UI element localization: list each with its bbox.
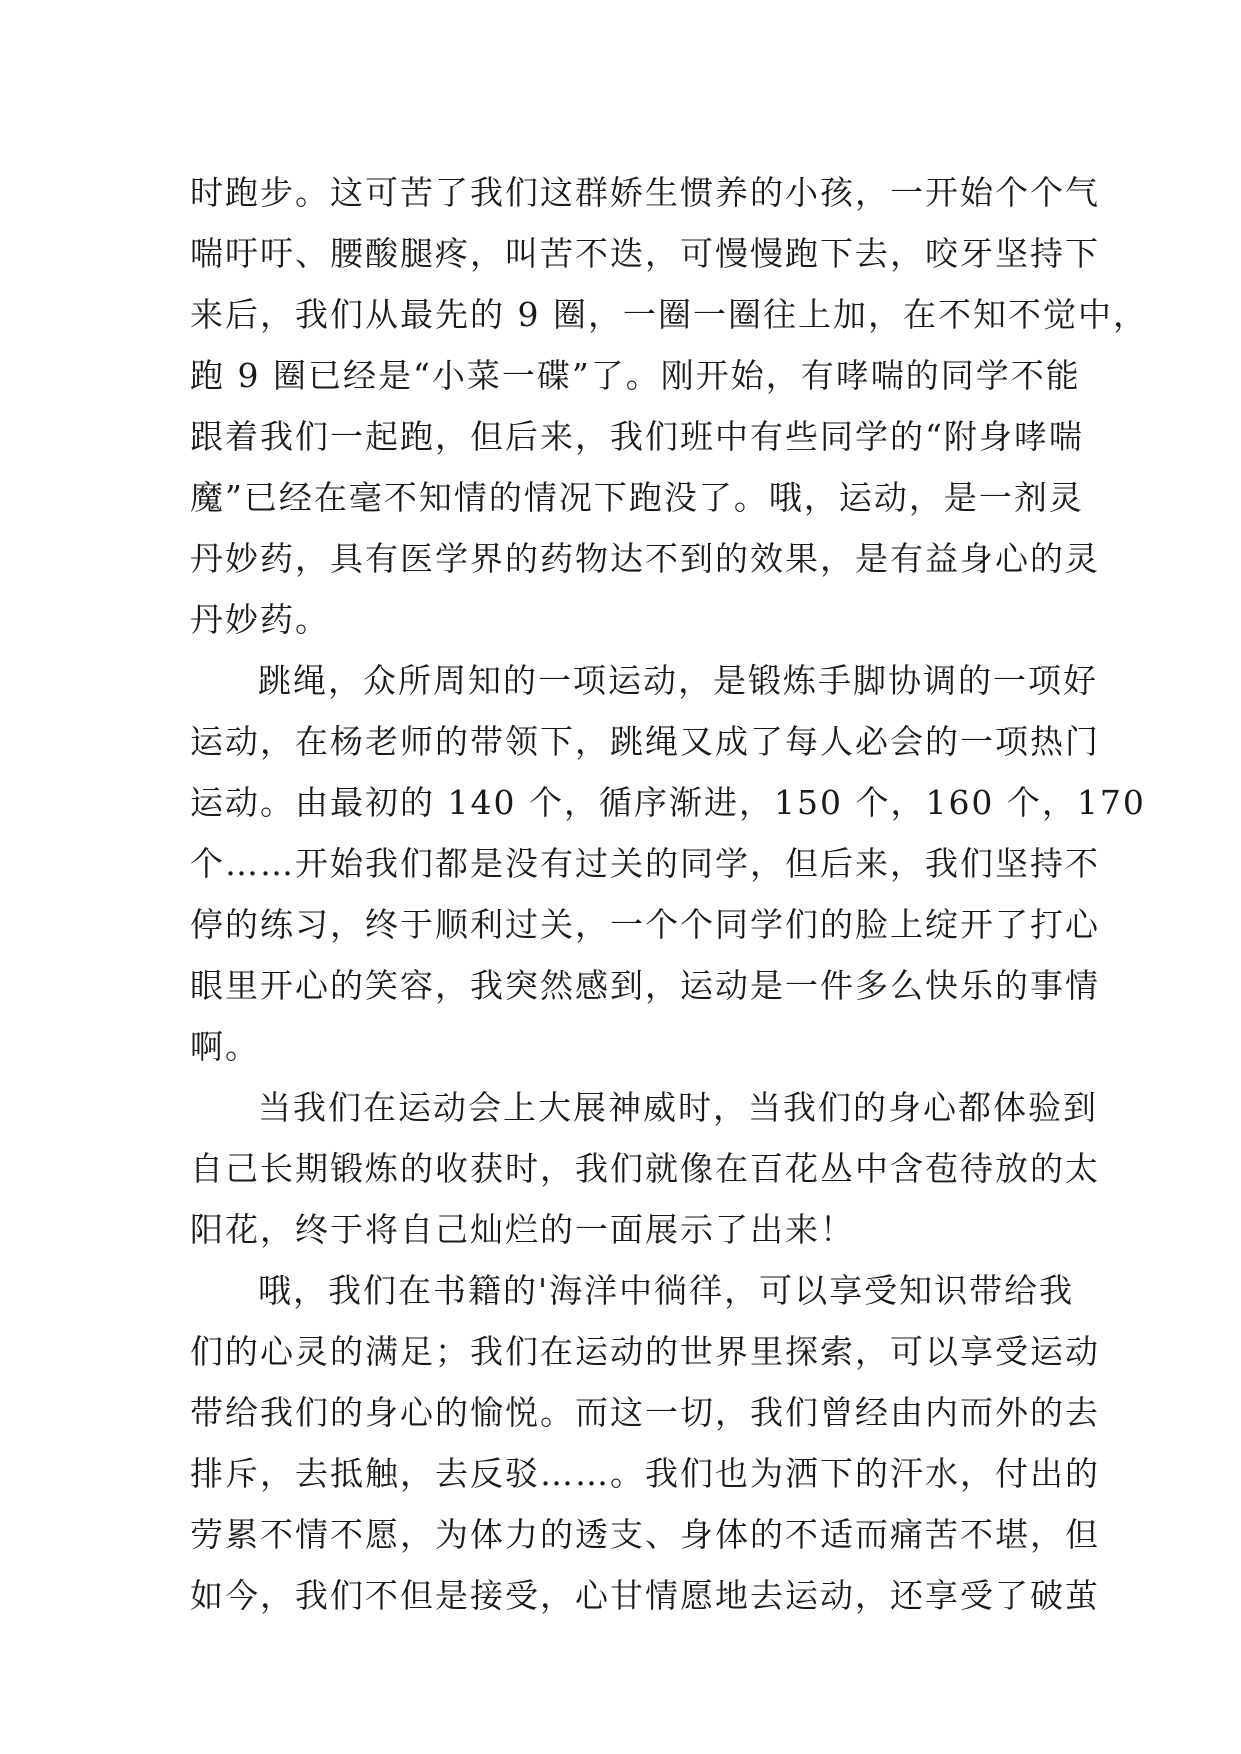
text-line: 跟着我们一起跑，但后来，我们班中有些同学的“附身哮喘	[190, 417, 1084, 456]
text-line: 阳花，终于将自己灿烂的一面展示了出来！	[190, 1210, 855, 1249]
text-line: 喘吁吁、腰酸腿疼，叫苦不迭，可慢慢跑下去，咬牙坚持下	[190, 234, 1100, 273]
text-line: 啊。	[190, 1027, 260, 1066]
text-line: 丹妙药，具有医学界的药物达不到的效果，是有益身心的灵	[190, 539, 1100, 578]
paragraph-first-line: 哦，我们在书籍的'海洋中徜徉，可以享受知识带给我	[258, 1271, 1075, 1310]
text-line: 劳累不情不愿，为体力的透支、身体的不适而痛苦不堪，但	[190, 1515, 1100, 1554]
text-line: 带给我们的身心的愉悦。而这一切，我们曾经由内而外的去	[190, 1393, 1100, 1432]
text-line: 停的练习，终于顺利过关，一个个同学们的脸上绽开了打心	[190, 905, 1100, 944]
text-line: 跑 9 圈已经是“小菜一碟”了。刚开始，有哮喘的同学不能	[190, 356, 1081, 395]
text-line: 个……开始我们都是没有过关的同学，但后来，我们坚持不	[190, 844, 1100, 883]
text-line: 们的心灵的满足；我们在运动的世界里探索，可以享受运动	[190, 1332, 1100, 1371]
text-line: 如今，我们不但是接受，心甘情愿地去运动，还享受了破茧	[190, 1576, 1100, 1615]
text-line: 自己长期锻炼的收获时，我们就像在百花丛中含苞待放的太	[190, 1149, 1100, 1188]
text-line: 运动，在杨老师的带领下，跳绳又成了每人必会的一项热门	[190, 722, 1100, 761]
text-line: 时跑步。这可苦了我们这群娇生惯养的小孩，一开始个个气	[190, 173, 1100, 212]
essay-body	[190, 162, 1148, 1626]
text-line: 来后，我们从最先的 9 圈，一圈一圈往上加，在不知不觉中，	[190, 295, 1148, 334]
text-line: 排斥，去抵触，去反驳……。我们也为洒下的汗水，付出的	[190, 1454, 1100, 1493]
text-line: 运动。由最初的 140 个，循序渐进，150 个，160 个，170	[190, 783, 1146, 822]
paragraph-first-line: 跳绳，众所周知的一项运动，是锻炼手脚协调的一项好	[258, 661, 1098, 700]
text-line: 魔”已经在毫不知情的情况下跑没了。哦，运动，是一剂灵	[190, 478, 1084, 517]
paragraph-first-line: 当我们在运动会上大展神威时，当我们的身心都体验到	[258, 1088, 1098, 1127]
text-line: 丹妙药。	[190, 600, 330, 639]
text-line: 眼里开心的笑容，我突然感到，运动是一件多么快乐的事情	[190, 966, 1100, 1005]
